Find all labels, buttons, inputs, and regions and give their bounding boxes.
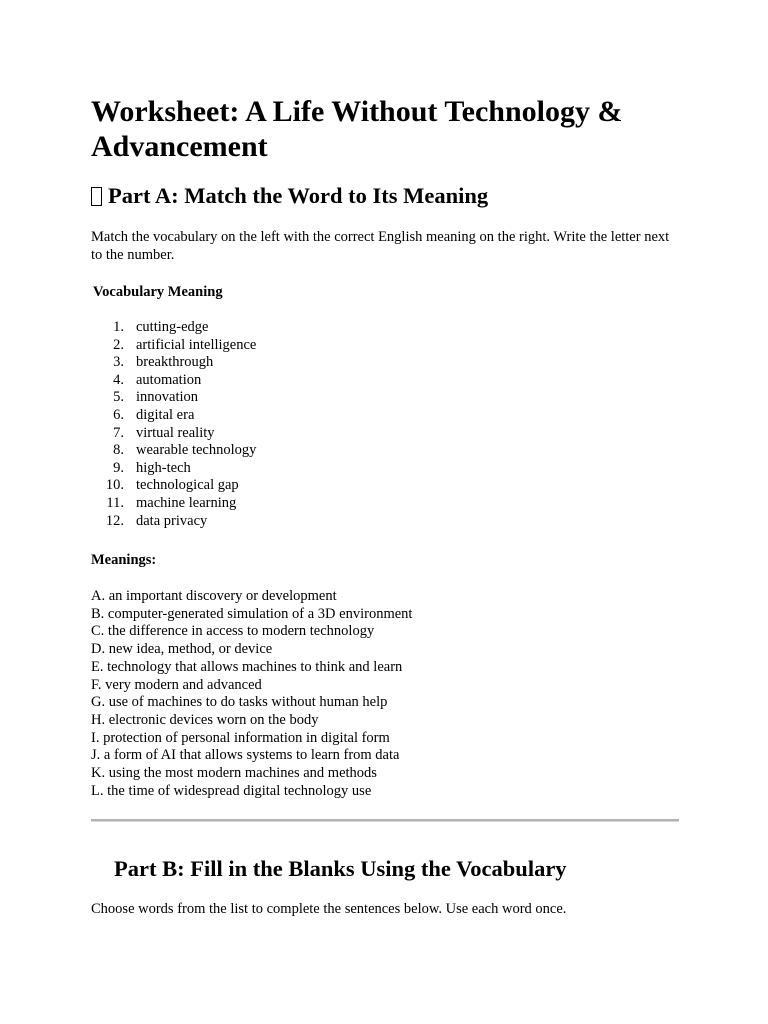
vocabulary-item (91, 495, 256, 513)
meaning-item: K. using the most modern machines and methods (91, 765, 377, 782)
page-title: Worksheet: A Life Without Technology & Advancement (91, 95, 623, 163)
vocabulary-word: artificial intelligence (136, 336, 257, 353)
meanings-label: Meanings: (91, 552, 157, 568)
part-b-heading: Part B: Fill in the Blanks Using the Vocabulary (114, 856, 567, 881)
part-a-heading (91, 182, 488, 210)
part-a-heading-text: Part A: Match the Word to Its Meaning (108, 183, 489, 208)
vocabulary-number: 1. (113, 319, 124, 335)
meaning-item: D. new idea, method, or device (91, 641, 273, 658)
vocabulary-table-header: Vocabulary Meaning (93, 284, 223, 300)
meaning-item: E. technology that allows machines to think and learn (91, 658, 403, 675)
vocabulary-word: wearable technology (136, 442, 257, 459)
vocabulary-word: automation (136, 371, 202, 388)
vocabulary-number: 7. (113, 424, 124, 441)
vocabulary-word: data privacy (136, 512, 208, 529)
meaning-item: J. a form of AI that allows systems to learn from data (91, 747, 400, 764)
vocabulary-number: 11. (106, 494, 124, 511)
vocabulary-word: breakthrough (136, 354, 214, 371)
vocabulary-item (91, 372, 256, 390)
vocabulary-list (91, 319, 256, 530)
vocabulary-word: virtual reality (136, 424, 215, 441)
vocabulary-item (91, 477, 256, 495)
vocabulary-number: 9. (113, 459, 124, 476)
vocabulary-item (91, 337, 256, 355)
vocabulary-item (91, 442, 256, 460)
vocabulary-number: 6. (113, 406, 124, 423)
meaning-item: H. electronic devices worn on the body (91, 711, 319, 728)
vocabulary-word: digital era (136, 406, 195, 423)
vocabulary-word: machine learning (136, 494, 237, 511)
vocabulary-word: high-tech (136, 459, 191, 476)
vocabulary-number: 2. (113, 336, 124, 353)
vocabulary-number: 12. (105, 512, 124, 529)
meaning-item: B. computer-generated simulation of a 3D environment (91, 605, 413, 622)
vocabulary-item (91, 354, 256, 372)
meanings-list (91, 588, 412, 800)
meaning-item: C. the difference in access to modern technology (91, 623, 375, 640)
part-a-instructions: Match the vocabulary on the left with the correct English meaning on the right. Write the letter next to the number. (91, 229, 670, 263)
meaning-item: F. very modern and advanced (91, 676, 262, 693)
part-b-instructions: Choose words from the list to complete the sentences below. Use each word once. (91, 901, 567, 917)
vocabulary-item (91, 460, 256, 478)
vocabulary-item (91, 389, 256, 407)
vocabulary-number: 5. (113, 389, 124, 406)
vocabulary-number: 10. (105, 477, 124, 494)
vocabulary-item (91, 407, 256, 425)
vocabulary-item (91, 425, 256, 443)
vocabulary-number: 4. (113, 371, 124, 388)
vocabulary-word: cutting-edge (136, 319, 209, 335)
vocabulary-word: innovation (136, 389, 199, 406)
meaning-item: G. use of machines to do tasks without human help (91, 694, 388, 711)
missing-glyph-icon (91, 187, 102, 206)
vocabulary-item (91, 513, 256, 531)
section-divider (91, 819, 679, 822)
meaning-item: A. an important discovery or development (91, 588, 337, 604)
vocabulary-number: 3. (113, 354, 124, 371)
vocabulary-word: technological gap (136, 477, 239, 494)
meaning-item: I. protection of personal information in digital form (91, 729, 390, 746)
vocabulary-number: 8. (113, 442, 124, 459)
vocabulary-item (91, 319, 256, 337)
meaning-item: L. the time of widespread digital technology use (91, 782, 372, 799)
